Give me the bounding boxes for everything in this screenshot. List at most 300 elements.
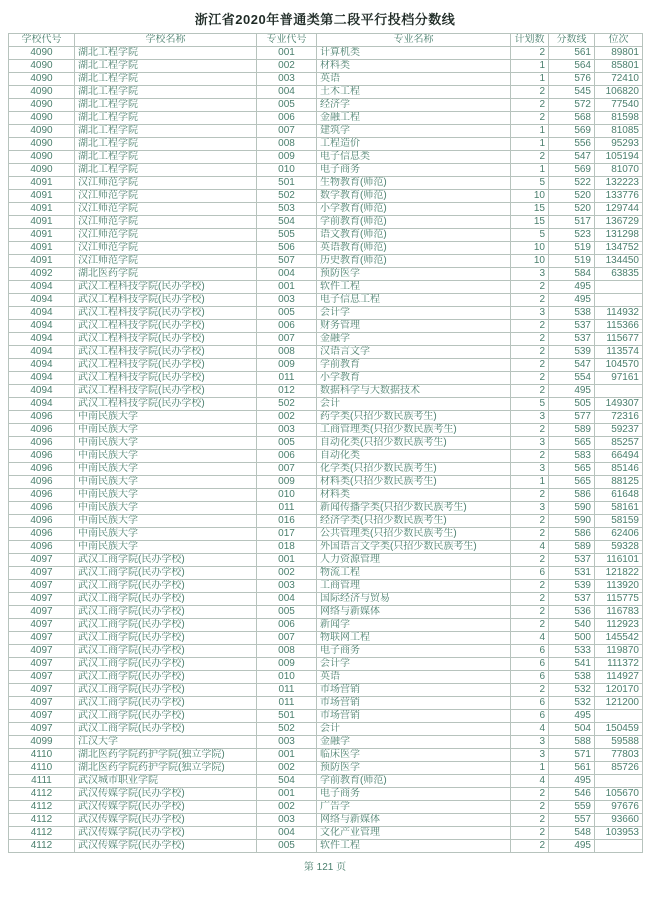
major-name: 小学教育(师范) <box>317 203 511 216</box>
score-line: 500 <box>549 632 595 645</box>
school-code: 4094 <box>9 346 75 359</box>
rank: 145542 <box>595 632 643 645</box>
major-code: 004 <box>257 827 317 840</box>
score-line: 540 <box>549 619 595 632</box>
table-row <box>9 554 643 567</box>
rank: 133776 <box>595 190 643 203</box>
plan-count: 15 <box>511 203 549 216</box>
school-code: 4094 <box>9 281 75 294</box>
table-row <box>9 723 643 736</box>
school-name: 武汉工程科技学院(民办学校) <box>75 307 257 320</box>
rank: 131298 <box>595 229 643 242</box>
score-line: 571 <box>549 749 595 762</box>
plan-count: 2 <box>511 593 549 606</box>
table-row <box>9 333 643 346</box>
score-line: 537 <box>549 320 595 333</box>
major-name: 软件工程 <box>317 840 511 853</box>
school-name: 武汉工程科技学院(民办学校) <box>75 320 257 333</box>
plan-count: 10 <box>511 255 549 268</box>
school-code: 4096 <box>9 502 75 515</box>
major-code: 008 <box>257 138 317 151</box>
school-name: 武汉工程科技学院(民办学校) <box>75 359 257 372</box>
plan-count: 5 <box>511 177 549 190</box>
score-line: 554 <box>549 372 595 385</box>
school-name: 武汉工商学院(民办学校) <box>75 567 257 580</box>
rank: 88125 <box>595 476 643 489</box>
school-name: 汉江师范学院 <box>75 242 257 255</box>
major-code: 002 <box>257 801 317 814</box>
score-line: 495 <box>549 775 595 788</box>
table-row <box>9 385 643 398</box>
plan-count: 2 <box>511 801 549 814</box>
rank: 72316 <box>595 411 643 424</box>
rank: 85726 <box>595 762 643 775</box>
school-code: 4096 <box>9 450 75 463</box>
school-code: 4090 <box>9 86 75 99</box>
school-name: 湖北工程学院 <box>75 112 257 125</box>
school-code: 4096 <box>9 437 75 450</box>
plan-count: 4 <box>511 541 549 554</box>
page-title: 浙江省2020年普通类第二段平行投档分数线 <box>194 12 456 27</box>
major-code: 003 <box>257 294 317 307</box>
table-row <box>9 619 643 632</box>
score-line: 517 <box>549 216 595 229</box>
score-line: 547 <box>549 151 595 164</box>
school-name: 武汉城市职业学院 <box>75 775 257 788</box>
score-line: 565 <box>549 476 595 489</box>
plan-count: 4 <box>511 723 549 736</box>
table-row <box>9 281 643 294</box>
table-row <box>9 73 643 86</box>
school-code: 4110 <box>9 762 75 775</box>
plan-count: 2 <box>511 528 549 541</box>
table-row <box>9 827 643 840</box>
header-school-name: 学校名称 <box>75 34 257 47</box>
rank: 150459 <box>595 723 643 736</box>
plan-count: 6 <box>511 658 549 671</box>
major-name: 市场营销 <box>317 697 511 710</box>
score-line: 539 <box>549 580 595 593</box>
major-name: 药学类(只招少数民族考生) <box>317 411 511 424</box>
major-name: 小学教育 <box>317 372 511 385</box>
table-row <box>9 125 643 138</box>
school-name: 湖北工程学院 <box>75 164 257 177</box>
school-code: 4094 <box>9 398 75 411</box>
table-row <box>9 138 643 151</box>
rank: 111372 <box>595 658 643 671</box>
rank <box>595 840 643 853</box>
table-row <box>9 216 643 229</box>
major-code: 001 <box>257 281 317 294</box>
school-name: 汉江师范学院 <box>75 216 257 229</box>
major-name: 软件工程 <box>317 281 511 294</box>
rank: 121822 <box>595 567 643 580</box>
school-name: 武汉工程科技学院(民办学校) <box>75 294 257 307</box>
major-code: 016 <box>257 515 317 528</box>
major-code: 502 <box>257 723 317 736</box>
major-code: 504 <box>257 775 317 788</box>
plan-count: 3 <box>511 463 549 476</box>
rank: 59237 <box>595 424 643 437</box>
major-name: 电子信息工程 <box>317 294 511 307</box>
table-row <box>9 658 643 671</box>
school-name: 湖北工程学院 <box>75 99 257 112</box>
score-line: 537 <box>549 554 595 567</box>
table-row <box>9 294 643 307</box>
major-name: 市场营销 <box>317 710 511 723</box>
table-row <box>9 151 643 164</box>
school-name: 武汉工商学院(民办学校) <box>75 710 257 723</box>
rank: 113920 <box>595 580 643 593</box>
school-code: 4097 <box>9 606 75 619</box>
plan-count: 2 <box>511 554 549 567</box>
major-code: 504 <box>257 216 317 229</box>
plan-count: 2 <box>511 359 549 372</box>
header-major-name: 专业名称 <box>317 34 511 47</box>
table-row <box>9 528 643 541</box>
major-code: 001 <box>257 788 317 801</box>
score-line: 538 <box>549 307 595 320</box>
rank: 114932 <box>595 307 643 320</box>
school-name: 武汉传媒学院(民办学校) <box>75 801 257 814</box>
header-score-line: 分数线 <box>549 34 595 47</box>
major-name: 自动化类 <box>317 450 511 463</box>
table-row <box>9 684 643 697</box>
major-name: 市场营销 <box>317 684 511 697</box>
table-row <box>9 47 643 60</box>
school-name: 中南民族大学 <box>75 502 257 515</box>
rank <box>595 294 643 307</box>
school-name: 中南民族大学 <box>75 411 257 424</box>
table-row <box>9 398 643 411</box>
school-code: 4092 <box>9 268 75 281</box>
score-line: 531 <box>549 567 595 580</box>
table-row <box>9 229 643 242</box>
table-row <box>9 775 643 788</box>
score-line: 561 <box>549 47 595 60</box>
school-code: 4096 <box>9 528 75 541</box>
rank <box>595 281 643 294</box>
school-code: 4097 <box>9 619 75 632</box>
rank: 105670 <box>595 788 643 801</box>
school-code: 4112 <box>9 840 75 853</box>
school-code: 4091 <box>9 242 75 255</box>
plan-count: 2 <box>511 450 549 463</box>
score-line: 504 <box>549 723 595 736</box>
score-line: 569 <box>549 125 595 138</box>
rank: 97161 <box>595 372 643 385</box>
score-line: 577 <box>549 411 595 424</box>
plan-count: 15 <box>511 216 549 229</box>
school-code: 4094 <box>9 372 75 385</box>
major-name: 工商管理类(只招少数民族考生) <box>317 424 511 437</box>
plan-count: 5 <box>511 398 549 411</box>
rank: 62406 <box>595 528 643 541</box>
major-code: 011 <box>257 372 317 385</box>
score-line: 586 <box>549 489 595 502</box>
school-code: 4096 <box>9 541 75 554</box>
major-name: 材料类 <box>317 60 511 73</box>
plan-count: 3 <box>511 307 549 320</box>
major-code: 004 <box>257 86 317 99</box>
major-name: 金融学 <box>317 736 511 749</box>
score-line: 538 <box>549 671 595 684</box>
score-line: 505 <box>549 398 595 411</box>
major-name: 外国语言文学类(只招少数民族考生) <box>317 541 511 554</box>
plan-count: 4 <box>511 775 549 788</box>
major-code: 010 <box>257 489 317 502</box>
school-code: 4097 <box>9 580 75 593</box>
major-code: 006 <box>257 450 317 463</box>
plan-count: 2 <box>511 151 549 164</box>
school-code: 4112 <box>9 814 75 827</box>
school-code: 4097 <box>9 593 75 606</box>
score-line: 522 <box>549 177 595 190</box>
school-name: 湖北医药学院药护学院(独立学院) <box>75 749 257 762</box>
table-row <box>9 840 643 853</box>
page-number: 第 121 页 <box>303 862 347 873</box>
plan-count: 6 <box>511 697 549 710</box>
major-name: 会计学 <box>317 658 511 671</box>
table-row <box>9 307 643 320</box>
table-row <box>9 749 643 762</box>
rank: 106820 <box>595 86 643 99</box>
major-code: 501 <box>257 177 317 190</box>
school-name: 中南民族大学 <box>75 489 257 502</box>
rank: 95293 <box>595 138 643 151</box>
rank <box>595 710 643 723</box>
rank: 115677 <box>595 333 643 346</box>
major-name: 工程造价 <box>317 138 511 151</box>
table-row <box>9 320 643 333</box>
school-name: 中南民族大学 <box>75 450 257 463</box>
school-name: 武汉工程科技学院(民办学校) <box>75 281 257 294</box>
major-code: 005 <box>257 99 317 112</box>
rank: 103953 <box>595 827 643 840</box>
major-code: 007 <box>257 333 317 346</box>
school-name: 汉江师范学院 <box>75 255 257 268</box>
major-code: 008 <box>257 346 317 359</box>
major-name: 公共管理类(只招少数民族考生) <box>317 528 511 541</box>
rank: 85801 <box>595 60 643 73</box>
major-code: 502 <box>257 398 317 411</box>
school-name: 武汉工程科技学院(民办学校) <box>75 385 257 398</box>
score-line: 588 <box>549 736 595 749</box>
major-name: 英语 <box>317 671 511 684</box>
score-line: 569 <box>549 164 595 177</box>
table-row <box>9 541 643 554</box>
school-code: 4091 <box>9 203 75 216</box>
school-name: 武汉传媒学院(民办学校) <box>75 840 257 853</box>
major-name: 经济学类(只招少数民族考生) <box>317 515 511 528</box>
header-major-code: 专业代号 <box>257 34 317 47</box>
table-row <box>9 697 643 710</box>
score-line: 576 <box>549 73 595 86</box>
school-name: 中南民族大学 <box>75 437 257 450</box>
plan-count: 1 <box>511 73 549 86</box>
major-code: 018 <box>257 541 317 554</box>
major-name: 预防医学 <box>317 762 511 775</box>
table-row <box>9 372 643 385</box>
rank: 93660 <box>595 814 643 827</box>
major-name: 自动化类(只招少数民族考生) <box>317 437 511 450</box>
rank: 61648 <box>595 489 643 502</box>
score-line: 523 <box>549 229 595 242</box>
school-name: 中南民族大学 <box>75 424 257 437</box>
score-line: 519 <box>549 255 595 268</box>
table-row <box>9 242 643 255</box>
major-code: 003 <box>257 73 317 86</box>
school-code: 4094 <box>9 359 75 372</box>
score-line: 547 <box>549 359 595 372</box>
school-name: 武汉传媒学院(民办学校) <box>75 814 257 827</box>
rank: 77803 <box>595 749 643 762</box>
school-name: 中南民族大学 <box>75 463 257 476</box>
score-line: 546 <box>549 788 595 801</box>
plan-count: 3 <box>511 437 549 450</box>
major-name: 新闻传播学类(只招少数民族考生) <box>317 502 511 515</box>
major-name: 网络与新媒体 <box>317 814 511 827</box>
score-line: 533 <box>549 645 595 658</box>
school-code: 4094 <box>9 307 75 320</box>
major-name: 历史教育(师范) <box>317 255 511 268</box>
rank: 121200 <box>595 697 643 710</box>
rank: 116783 <box>595 606 643 619</box>
major-name: 电子信息类 <box>317 151 511 164</box>
school-name: 湖北工程学院 <box>75 47 257 60</box>
plan-count: 2 <box>511 840 549 853</box>
major-name: 物流工程 <box>317 567 511 580</box>
school-name: 汉江师范学院 <box>75 190 257 203</box>
school-code: 4096 <box>9 515 75 528</box>
major-name: 化学类(只招少数民族考生) <box>317 463 511 476</box>
table-row <box>9 801 643 814</box>
rank: 85257 <box>595 437 643 450</box>
plan-count: 2 <box>511 86 549 99</box>
school-name: 武汉工商学院(民办学校) <box>75 684 257 697</box>
table-row <box>9 736 643 749</box>
table-row <box>9 580 643 593</box>
rank: 129744 <box>595 203 643 216</box>
rank: 81085 <box>595 125 643 138</box>
school-code: 4096 <box>9 424 75 437</box>
rank <box>595 385 643 398</box>
plan-count: 2 <box>511 320 549 333</box>
table-row <box>9 177 643 190</box>
school-code: 4112 <box>9 788 75 801</box>
plan-count: 6 <box>511 567 549 580</box>
score-line: 495 <box>549 710 595 723</box>
school-code: 4094 <box>9 385 75 398</box>
major-code: 004 <box>257 268 317 281</box>
table-row <box>9 112 643 125</box>
school-code: 4097 <box>9 632 75 645</box>
plan-count: 3 <box>511 749 549 762</box>
major-code: 001 <box>257 554 317 567</box>
school-code: 4096 <box>9 476 75 489</box>
school-code: 4112 <box>9 827 75 840</box>
major-name: 英语 <box>317 73 511 86</box>
school-name: 湖北工程学院 <box>75 125 257 138</box>
table-row <box>9 203 643 216</box>
score-line: 589 <box>549 424 595 437</box>
major-name: 财务管理 <box>317 320 511 333</box>
school-name: 汉江师范学院 <box>75 229 257 242</box>
rank: 112923 <box>595 619 643 632</box>
score-line: 572 <box>549 99 595 112</box>
school-name: 武汉工商学院(民办学校) <box>75 606 257 619</box>
rank: 59328 <box>595 541 643 554</box>
table-row <box>9 489 643 502</box>
rank: 97676 <box>595 801 643 814</box>
major-name: 会计学 <box>317 307 511 320</box>
table-row <box>9 606 643 619</box>
score-line: 559 <box>549 801 595 814</box>
plan-count: 2 <box>511 281 549 294</box>
school-name: 武汉工商学院(民办学校) <box>75 723 257 736</box>
rank: 81070 <box>595 164 643 177</box>
header-row <box>9 34 643 47</box>
plan-count: 2 <box>511 47 549 60</box>
score-line: 495 <box>549 281 595 294</box>
major-name: 网络与新媒体 <box>317 606 511 619</box>
major-name: 建筑学 <box>317 125 511 138</box>
rank: 119870 <box>595 645 643 658</box>
major-code: 003 <box>257 424 317 437</box>
school-name: 武汉传媒学院(民办学校) <box>75 827 257 840</box>
major-name: 土木工程 <box>317 86 511 99</box>
score-line: 568 <box>549 112 595 125</box>
major-name: 金融学 <box>317 333 511 346</box>
school-name: 武汉工程科技学院(民办学校) <box>75 398 257 411</box>
major-name: 预防医学 <box>317 268 511 281</box>
rank: 63835 <box>595 268 643 281</box>
major-name: 学前教育(师范) <box>317 775 511 788</box>
score-line: 565 <box>549 463 595 476</box>
school-code: 4097 <box>9 723 75 736</box>
major-name: 生物教育(师范) <box>317 177 511 190</box>
school-code: 4097 <box>9 671 75 684</box>
plan-count: 2 <box>511 580 549 593</box>
major-name: 广告学 <box>317 801 511 814</box>
plan-count: 4 <box>511 632 549 645</box>
plan-count: 1 <box>511 762 549 775</box>
school-name: 武汉工商学院(民办学校) <box>75 632 257 645</box>
major-code: 005 <box>257 840 317 853</box>
header-school-code: 学校代号 <box>9 34 75 47</box>
school-name: 中南民族大学 <box>75 528 257 541</box>
major-code: 010 <box>257 671 317 684</box>
rank: 105194 <box>595 151 643 164</box>
school-code: 4111 <box>9 775 75 788</box>
school-code: 4090 <box>9 138 75 151</box>
major-code: 017 <box>257 528 317 541</box>
rank: 77540 <box>595 99 643 112</box>
score-line: 557 <box>549 814 595 827</box>
score-line: 495 <box>549 840 595 853</box>
school-name: 武汉工商学院(民办学校) <box>75 658 257 671</box>
score-line: 532 <box>549 697 595 710</box>
plan-count: 6 <box>511 710 549 723</box>
major-name: 会计 <box>317 398 511 411</box>
table-row <box>9 502 643 515</box>
rank: 136729 <box>595 216 643 229</box>
major-name: 金融工程 <box>317 112 511 125</box>
school-name: 湖北医药学院 <box>75 268 257 281</box>
major-code: 006 <box>257 619 317 632</box>
score-line: 565 <box>549 437 595 450</box>
score-line: 536 <box>549 606 595 619</box>
